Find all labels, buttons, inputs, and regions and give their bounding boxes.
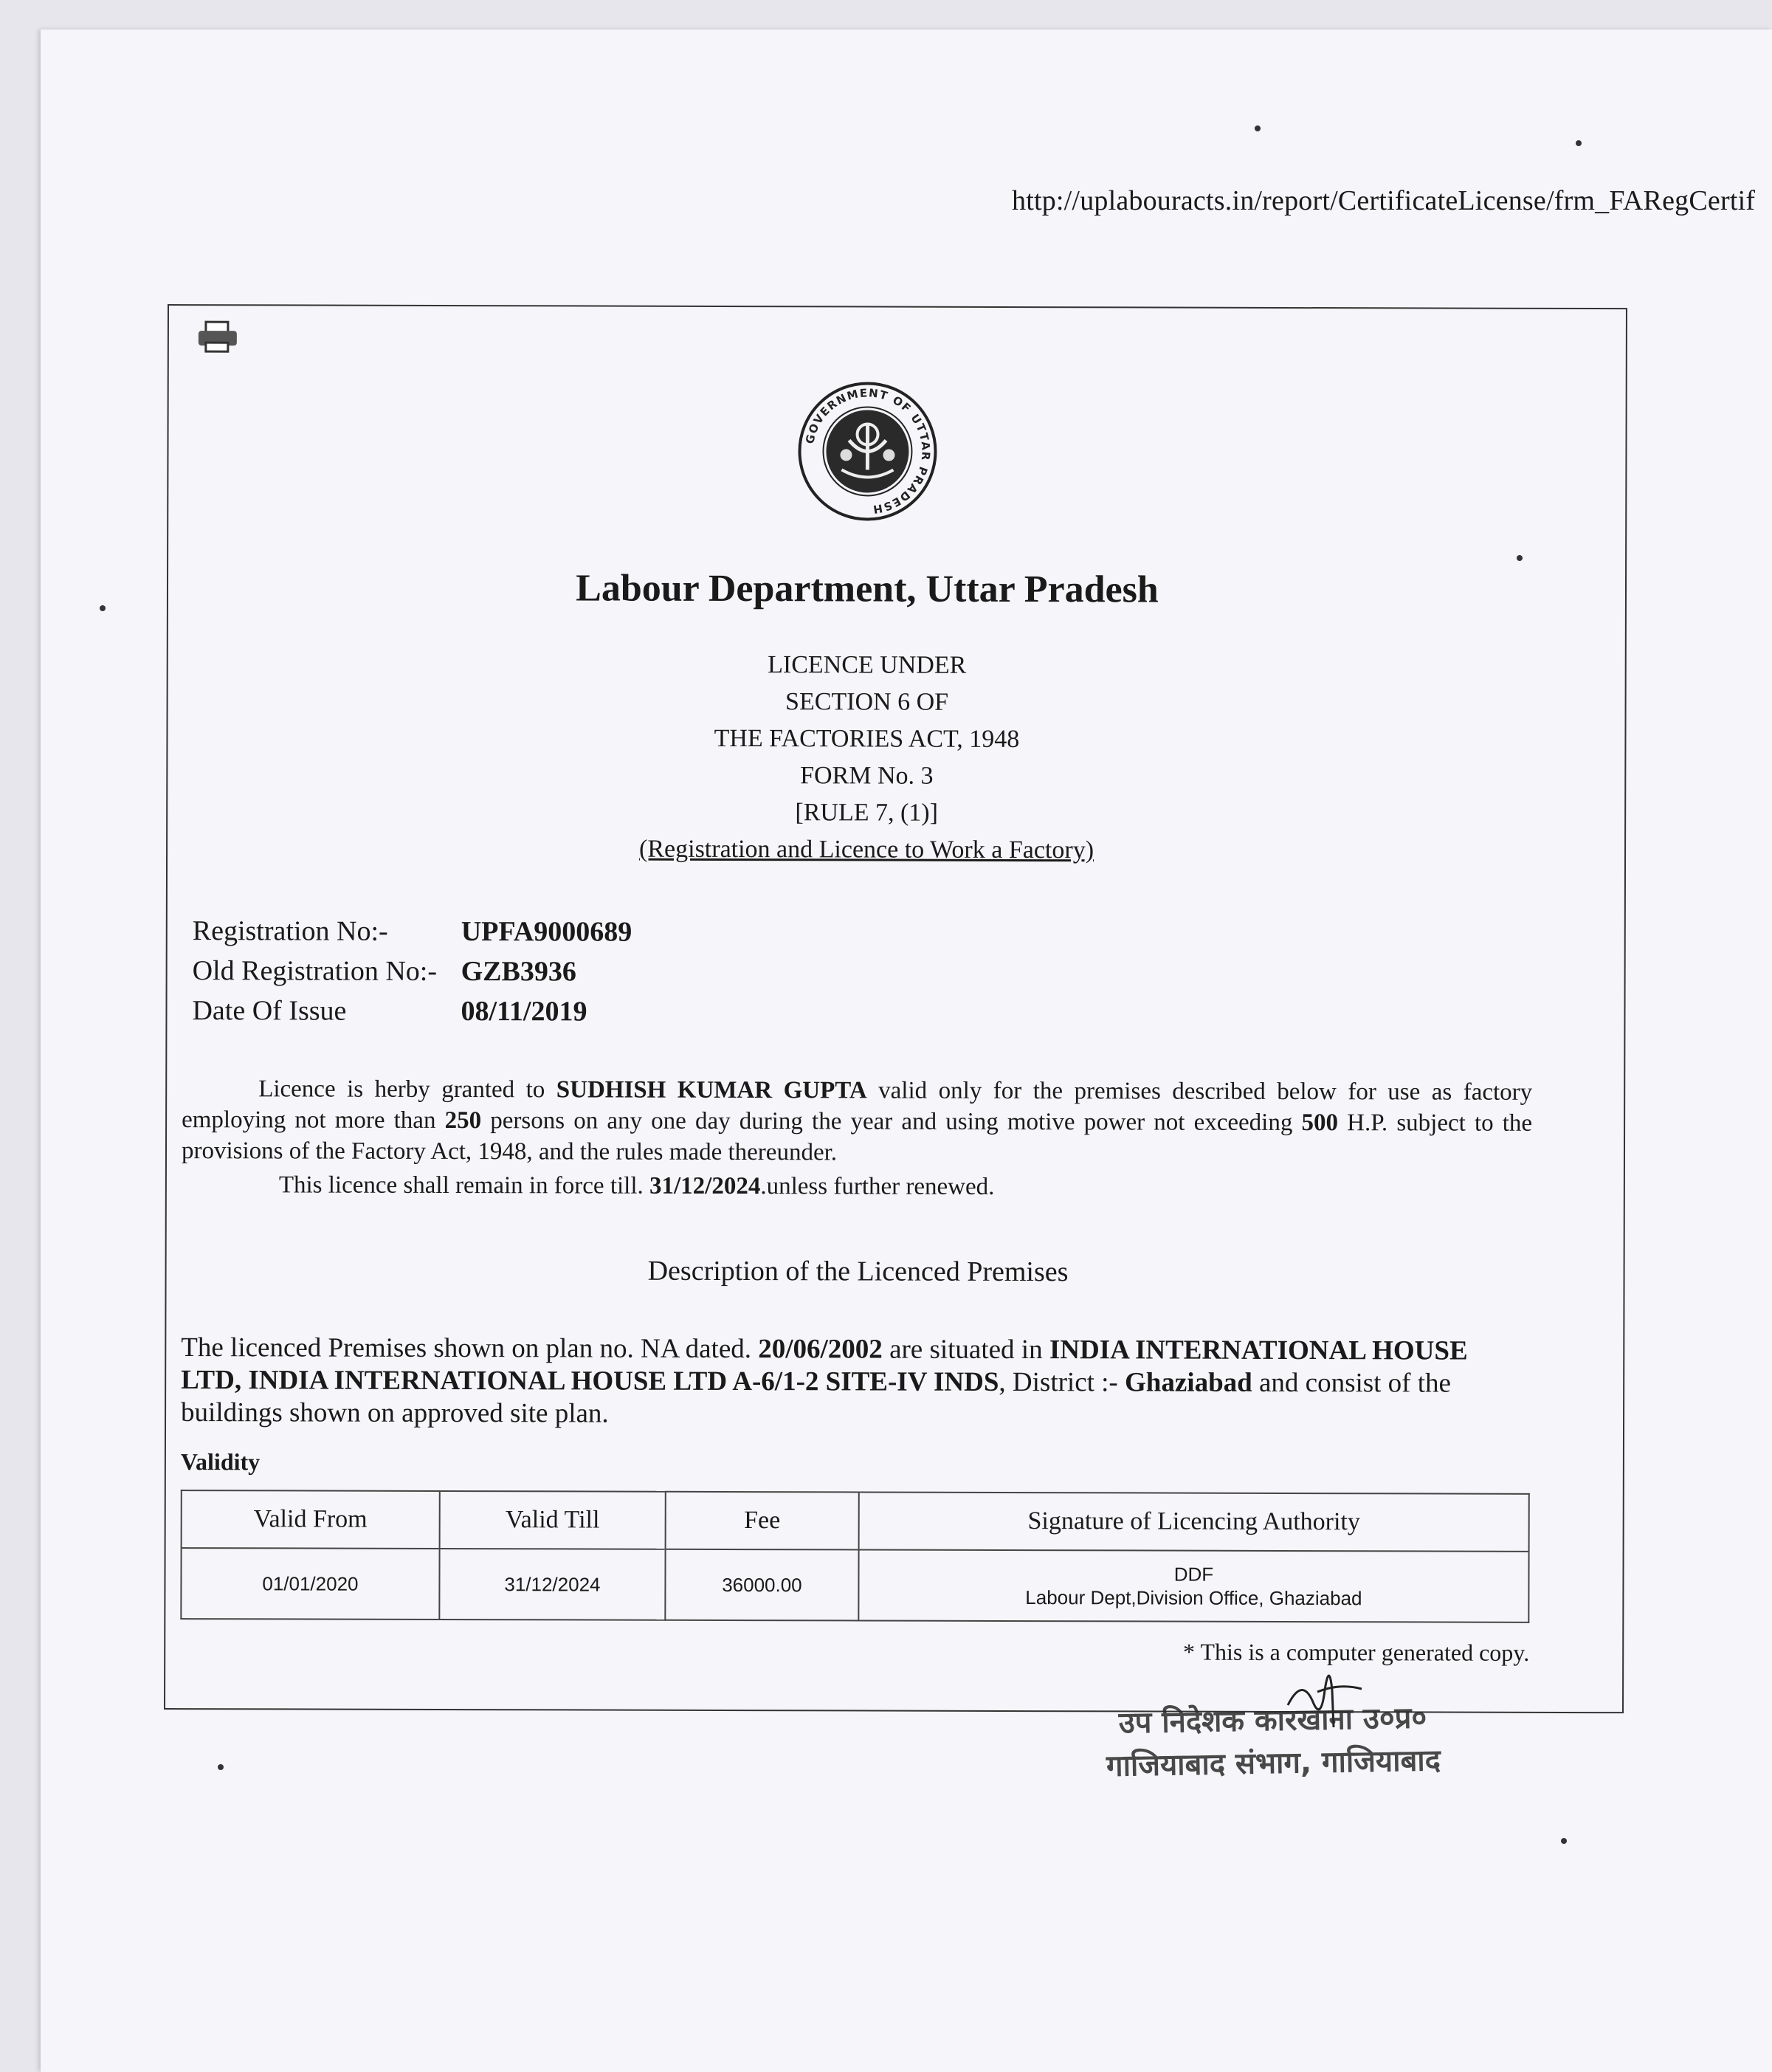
heading-line: THE FACTORIES ACT, 1948: [714, 724, 1020, 754]
column-header: Signature of Licencing Authority: [859, 1492, 1529, 1551]
valid-till-cell: 31/12/2024: [439, 1549, 665, 1620]
licensee-name: SUDHISH KUMAR GUPTA: [556, 1076, 867, 1104]
government-emblem: [797, 381, 938, 525]
authority-name: DDF: [1173, 1563, 1214, 1586]
stamp-line: उप निदेशक कारखाना उ०प्र०: [1118, 1701, 1427, 1741]
table-header-row: [182, 1490, 1529, 1552]
licence-text: persons on any one day during the year and using motive power not exceeding: [481, 1107, 1302, 1137]
column-header: Valid From: [182, 1490, 440, 1549]
scan-speck: [100, 605, 106, 611]
svg-text:GOVERNMENT OF UTTAR PRADESH: GOVERNMENT OF UTTAR PRADESH: [803, 386, 933, 517]
scan-speck: [218, 1764, 224, 1770]
validity-text: This licence shall remain in force till.: [278, 1171, 650, 1200]
premises-paragraph: [181, 1332, 1531, 1433]
premises-text: dated.: [678, 1333, 759, 1365]
registration-block: [192, 911, 632, 1032]
premises-heading: Description of the Licenced Premises: [647, 1255, 1069, 1288]
printer-icon[interactable]: [196, 320, 240, 358]
premises-text: are situated in: [882, 1334, 1049, 1366]
old-registration-value: GZB3936: [461, 956, 576, 988]
scan-speck: [1561, 1838, 1567, 1844]
old-registration-label: Old Registration No:-: [192, 955, 438, 987]
document-page: [41, 30, 1772, 2072]
valid-from-cell: 01/01/2020: [181, 1548, 439, 1620]
heading-subtitle: (Registration and Licence to Work a Factory): [639, 835, 1094, 864]
table-row: [181, 1548, 1528, 1622]
licence-text: valid only for the premises described below for use as factory employing not more than: [182, 1077, 1533, 1134]
date-of-issue-label: Date Of Issue: [192, 995, 347, 1027]
district-name: Ghaziabad: [1124, 1367, 1252, 1398]
validity-text: .unless further renewed.: [760, 1173, 995, 1200]
source-url: http://uplabouracts.in/report/CertificateLicense/frm_FARegCertif: [1012, 185, 1756, 216]
fee-cell: 36000.00: [665, 1549, 858, 1621]
plan-number: NA: [640, 1333, 679, 1364]
premises-address: INDIA INTERNATIONAL HOUSE LTD, INDIA INTERNATIONAL HOUSE LTD A-6/1-2 SITE-IV INDS: [181, 1335, 1468, 1397]
scan-speck: [1517, 555, 1523, 561]
date-of-issue-value: 08/11/2019: [461, 996, 587, 1028]
column-header: Fee: [666, 1492, 859, 1550]
computer-generated-note: * This is a computer generated copy.: [1182, 1638, 1530, 1666]
heading-line: LICENCE UNDER: [768, 651, 967, 679]
heading-line: FORM No. 3: [800, 762, 934, 790]
premises-text: and consist of the buildings shown on approved site plan.: [181, 1367, 1452, 1429]
max-horsepower: 500: [1301, 1109, 1339, 1137]
licence-paragraph: [182, 1073, 1532, 1204]
heading-line: SECTION 6 OF: [785, 688, 949, 716]
authority-cell: [858, 1549, 1528, 1622]
authority-office: Labour Dept,Division Office, Ghaziabad: [1025, 1586, 1362, 1610]
licence-text: Licence is herby granted to: [258, 1075, 556, 1104]
heading-line: [RULE 7, (1)]: [795, 799, 939, 827]
validity-table: [180, 1490, 1529, 1623]
scan-speck: [1576, 140, 1582, 146]
licence-text: H.P. subject to the provisions of the Factory Act, 1948, and the rules made thereunder.: [181, 1109, 1533, 1166]
max-persons: 250: [444, 1106, 482, 1135]
premises-text: The licenced Premises shown on plan no.: [181, 1332, 641, 1364]
stamp-line: गाजियाबाद संभाग, गाजियाबाद: [1106, 1744, 1441, 1783]
registration-label: Registration No:-: [192, 915, 388, 947]
premises-text: , District :-: [999, 1366, 1125, 1398]
expiry-date: 31/12/2024: [649, 1172, 761, 1200]
plan-date: 20/06/2002: [758, 1334, 883, 1365]
official-stamp: [1044, 1696, 1503, 1789]
certificate-frame: [164, 304, 1627, 1713]
registration-value: UPFA9000689: [461, 916, 632, 948]
scan-speck: [1255, 125, 1261, 131]
licence-heading: [168, 645, 1566, 870]
page-title: Labour Department, Uttar Pradesh: [576, 567, 1159, 611]
column-header: Valid Till: [440, 1491, 666, 1549]
validity-label: Validity: [180, 1448, 261, 1476]
